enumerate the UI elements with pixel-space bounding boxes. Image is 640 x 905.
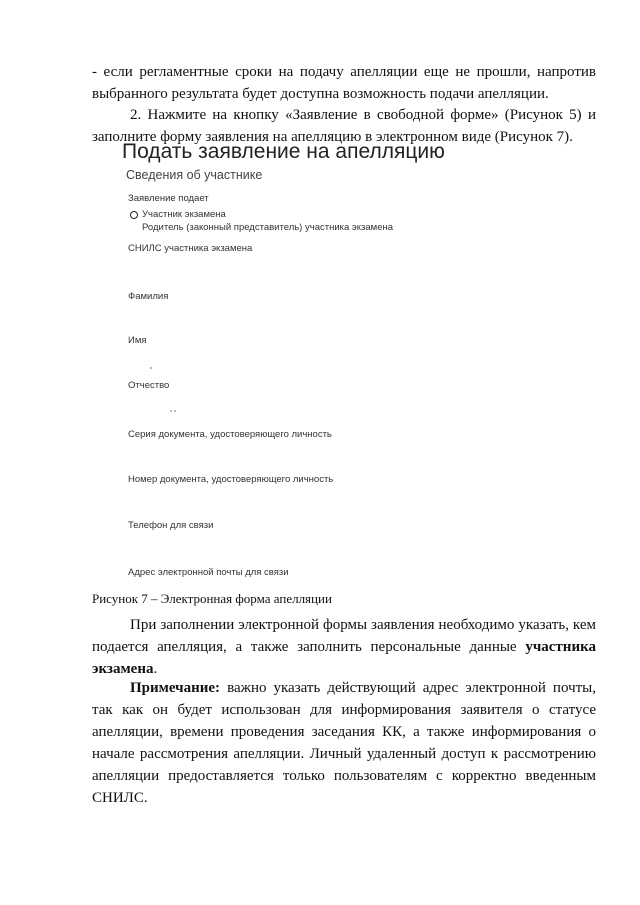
paragraph-fill-instructions bbox=[92, 614, 596, 680]
step-2-text: 2. Нажмите на кнопку «Заявление в свободной форме» (Рисунок 5) и заполните форму заявления на апелляцию в электронном виде (Рисунок 7). bbox=[92, 107, 596, 145]
option-participant[interactable]: Участник экзамена bbox=[142, 209, 226, 220]
form-title: Подать заявление на апелляцию bbox=[122, 140, 445, 163]
field-label-name: Имя bbox=[128, 335, 147, 346]
form-section-title: Сведения об участнике bbox=[126, 168, 263, 182]
figure-caption: Рисунок 7 – Электронная форма апелляции bbox=[92, 591, 332, 606]
note-text: важно указать действующий адрес электронной почты, так как он будет использован для информирования заявителя о статусе апелляции, времени проведения заседания КК, а также информирования о начале рассмотрения апелляции. Личный удаленный доступ к рассмотрению апелляции предоставляется только пользователям с корректно введенным СНИЛС. bbox=[92, 680, 596, 806]
field-label-phone: Телефон для связи bbox=[128, 520, 214, 531]
field-label-snils: СНИЛС участника экзамена bbox=[128, 243, 253, 254]
intro-paragraph bbox=[92, 61, 596, 105]
field-label-patronymic: Отчество bbox=[128, 380, 170, 391]
p1-text: При заполнении электронной формы заявления необходимо указать, кем подается апелляция, а также заполнить персональные данные bbox=[92, 617, 596, 655]
input-artifact-dot bbox=[150, 367, 152, 369]
paragraph-note bbox=[92, 677, 596, 809]
applicant-label: Заявление подает bbox=[128, 193, 209, 204]
input-artifact-dot bbox=[174, 410, 176, 412]
p1-end: . bbox=[153, 661, 158, 677]
field-label-surname: Фамилия bbox=[128, 291, 169, 302]
field-label-email: Адрес электронной почты для связи bbox=[128, 567, 289, 578]
intro-text: - если регламентные сроки на подачу апелляции еще не прошли, напротив выбранного результата будет доступна возможность подачи апелляции. bbox=[92, 64, 596, 102]
radio-button-participant[interactable] bbox=[130, 211, 138, 219]
p1-bold: участника экзамена bbox=[92, 639, 596, 677]
option-parent[interactable]: Родитель (законный представитель) участника экзамена bbox=[142, 222, 394, 233]
input-artifact-dot bbox=[170, 410, 172, 412]
appeal-form-screenshot bbox=[122, 140, 542, 580]
field-label-doc-number: Номер документа, удостоверяющего личность bbox=[128, 474, 334, 485]
note-label: Примечание: bbox=[130, 680, 221, 696]
field-label-doc-series: Серия документа, удостоверяющего личность bbox=[128, 429, 332, 440]
